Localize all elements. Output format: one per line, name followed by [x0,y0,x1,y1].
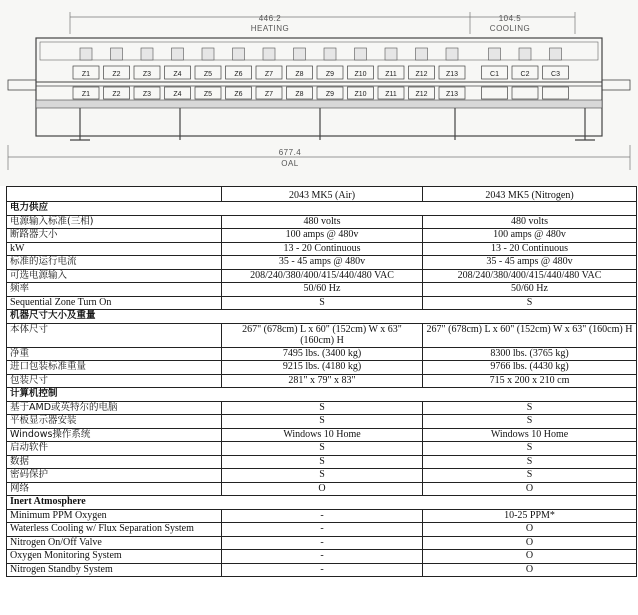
oal-label: OAL [281,159,299,168]
row-label: 本体尺寸 [7,323,222,347]
zone-label: Z8 [295,71,304,78]
table-row [7,536,637,550]
table-row [7,242,637,256]
zone-label: Z4 [173,71,182,78]
row-label: Waterless Cooling w/ Flux Separation System [7,523,222,537]
value-nitrogen: 13 - 20 Continuous [423,242,637,256]
zone-label: Z5 [203,71,213,78]
zone-label: Z13 [445,71,459,78]
table-row [7,229,637,243]
heating-label: HEATING [250,24,290,33]
zone-label: Z10 [354,71,367,78]
blower-motors [80,48,562,60]
table-row [7,283,637,297]
value-nitrogen: S [423,469,637,483]
zone-label: Z1 [81,71,91,78]
table-row [7,401,637,415]
row-label: 包装尺寸 [7,374,222,388]
row-label: 标准的运行电流 [7,256,222,270]
table-row [7,269,637,283]
table-header-row [7,187,637,202]
value-air: 267" (678cm) L x 60" (152cm) W x 63" (160cm) H [222,323,423,347]
row-label: 平板显示器安装 [7,415,222,429]
zone-labels-top [73,66,569,79]
zone-box [512,87,538,99]
value-nitrogen: 208/240/380/400/415/440/480 VAC [423,269,637,283]
zone-label: Z9 [325,71,335,78]
value-nitrogen: O [423,536,637,550]
value-air: 100 amps @ 480v [222,229,423,243]
zone-label: Z3 [142,71,152,78]
header-cell [7,187,222,202]
zone-label: C2 [520,71,530,78]
value-nitrogen: O [423,550,637,564]
row-label: 频率 [7,283,222,297]
zone-label: Z7 [264,91,274,98]
value-nitrogen: 9766 lbs. (4430 kg) [423,361,637,375]
zone-label: Z8 [295,91,304,98]
value-air: S [222,455,423,469]
value-air: 9215 lbs. (4180 kg) [222,361,423,375]
zone-label: Z12 [415,71,428,78]
value-air: S [222,296,423,310]
zone-label: Z12 [415,91,428,98]
table-row [7,550,637,564]
section-row [7,310,637,324]
value-nitrogen: 715 x 200 x 210 cm [423,374,637,388]
value-air: - [222,523,423,537]
row-label: Windows操作系统 [7,428,222,442]
zone-label: Z9 [325,91,335,98]
table-row [7,215,637,229]
value-air: S [222,469,423,483]
value-nitrogen: 50/60 Hz [423,283,637,297]
table-row [7,374,637,388]
blower-motor [202,48,214,60]
spec-table [6,186,637,577]
zone-box [482,87,508,99]
value-air: 208/240/380/400/415/440/480 VAC [222,269,423,283]
table-row [7,455,637,469]
oven-drawing-svg [0,0,638,186]
blower-motor [355,48,367,60]
blower-motor [324,48,336,60]
value-nitrogen: 267" (678cm) L x 60" (152cm) W x 63" (160cm) H [423,323,637,347]
value-air: Windows 10 Home [222,428,423,442]
blower-motor [416,48,428,60]
zone-label: C1 [490,71,499,78]
row-label: Nitrogen Standby System [7,563,222,577]
value-nitrogen: 10-25 PPM* [423,509,637,523]
zone-label: C3 [551,71,560,78]
value-air: S [222,401,423,415]
row-label: 进口包装标准重量 [7,361,222,375]
value-nitrogen: 35 - 45 amps @ 480v [423,256,637,270]
row-label: Minimum PPM Oxygen [7,509,222,523]
blower-motor [550,48,562,60]
cooling-dimension: 104.5 [498,14,522,23]
spec-table-body [7,187,637,577]
table-row [7,323,637,347]
blower-motor [489,48,501,60]
section-title: 计算机控制 [7,388,637,402]
zone-box [543,87,569,99]
section-title: 电力供应 [7,202,637,216]
cooling-label: COOLING [489,24,531,33]
blower-motor [519,48,531,60]
row-label: 净重 [7,347,222,361]
value-nitrogen: O [423,523,637,537]
blower-motor [80,48,92,60]
value-nitrogen: 480 volts [423,215,637,229]
zone-label: Z10 [354,91,367,98]
value-air: - [222,563,423,577]
value-air: S [222,442,423,456]
row-label: Oxygen Monitoring System [7,550,222,564]
value-nitrogen: S [423,415,637,429]
value-air: O [222,482,423,496]
row-label: 密码保护 [7,469,222,483]
table-row [7,415,637,429]
value-air: - [222,550,423,564]
table-row [7,256,637,270]
table-row [7,442,637,456]
section-row [7,202,637,216]
blower-motor [294,48,306,60]
value-air: S [222,415,423,429]
zone-label: Z5 [203,91,213,98]
row-label: 启动软件 [7,442,222,456]
row-label: 网络 [7,482,222,496]
zone-labels-bottom [73,87,569,99]
value-air: - [222,536,423,550]
oal-dimension: 677.4 [278,148,302,157]
blower-motor [111,48,123,60]
blower-motor [385,48,397,60]
row-label: 断路器大小 [7,229,222,243]
table-row [7,347,637,361]
blower-motor [233,48,245,60]
zone-label: Z2 [112,91,121,98]
blower-motor [141,48,153,60]
table-row [7,523,637,537]
table-row [7,563,637,577]
table-row [7,509,637,523]
value-air: 281" x 79" x 83" [222,374,423,388]
row-label: Sequential Zone Turn On [7,296,222,310]
table-row [7,361,637,375]
section-row [7,496,637,510]
blower-motor [446,48,458,60]
zone-label: Z4 [173,91,182,98]
value-nitrogen: Windows 10 Home [423,428,637,442]
row-label: kW [7,242,222,256]
value-air: - [222,509,423,523]
oven-drawing [0,0,638,186]
value-nitrogen: S [423,296,637,310]
blower-motor [172,48,184,60]
row-label: 数据 [7,455,222,469]
table-row [7,482,637,496]
value-air: 7495 lbs. (3400 kg) [222,347,423,361]
header-cell-nitrogen: 2043 MK5 (Nitrogen) [423,187,637,202]
zone-label: Z6 [234,71,243,78]
zone-label: Z1 [81,91,91,98]
section-title: Inert Atmosphere [7,496,637,510]
table-row [7,469,637,483]
value-nitrogen: 100 amps @ 480v [423,229,637,243]
heating-dimension: 446.2 [258,14,282,23]
zone-label: Z7 [264,71,274,78]
value-air: 50/60 Hz [222,283,423,297]
row-label: 可选电源输入 [7,269,222,283]
value-nitrogen: O [423,563,637,577]
zone-label: Z11 [385,91,397,98]
zone-label: Z3 [142,91,152,98]
zone-label: Z2 [112,71,121,78]
blower-motor [263,48,275,60]
section-title: 机器尺寸大小及重量 [7,310,637,324]
zone-label: Z13 [445,91,459,98]
table-row [7,428,637,442]
value-nitrogen: S [423,442,637,456]
value-nitrogen: O [423,482,637,496]
value-air: 480 volts [222,215,423,229]
zone-label: Z6 [234,91,243,98]
header-cell-air: 2043 MK5 (Air) [222,187,423,202]
zone-label: Z11 [385,71,397,78]
value-nitrogen: S [423,455,637,469]
value-air: 13 - 20 Continuous [222,242,423,256]
table-row [7,296,637,310]
value-air: 35 - 45 amps @ 480v [222,256,423,270]
value-nitrogen: S [423,401,637,415]
section-row [7,388,637,402]
row-label: 基于AMD或英特尔的电脑 [7,401,222,415]
value-nitrogen: 8300 lbs. (3765 kg) [423,347,637,361]
row-label: 电源输入标准(三相) [7,215,222,229]
row-label: Nitrogen On/Off Valve [7,536,222,550]
